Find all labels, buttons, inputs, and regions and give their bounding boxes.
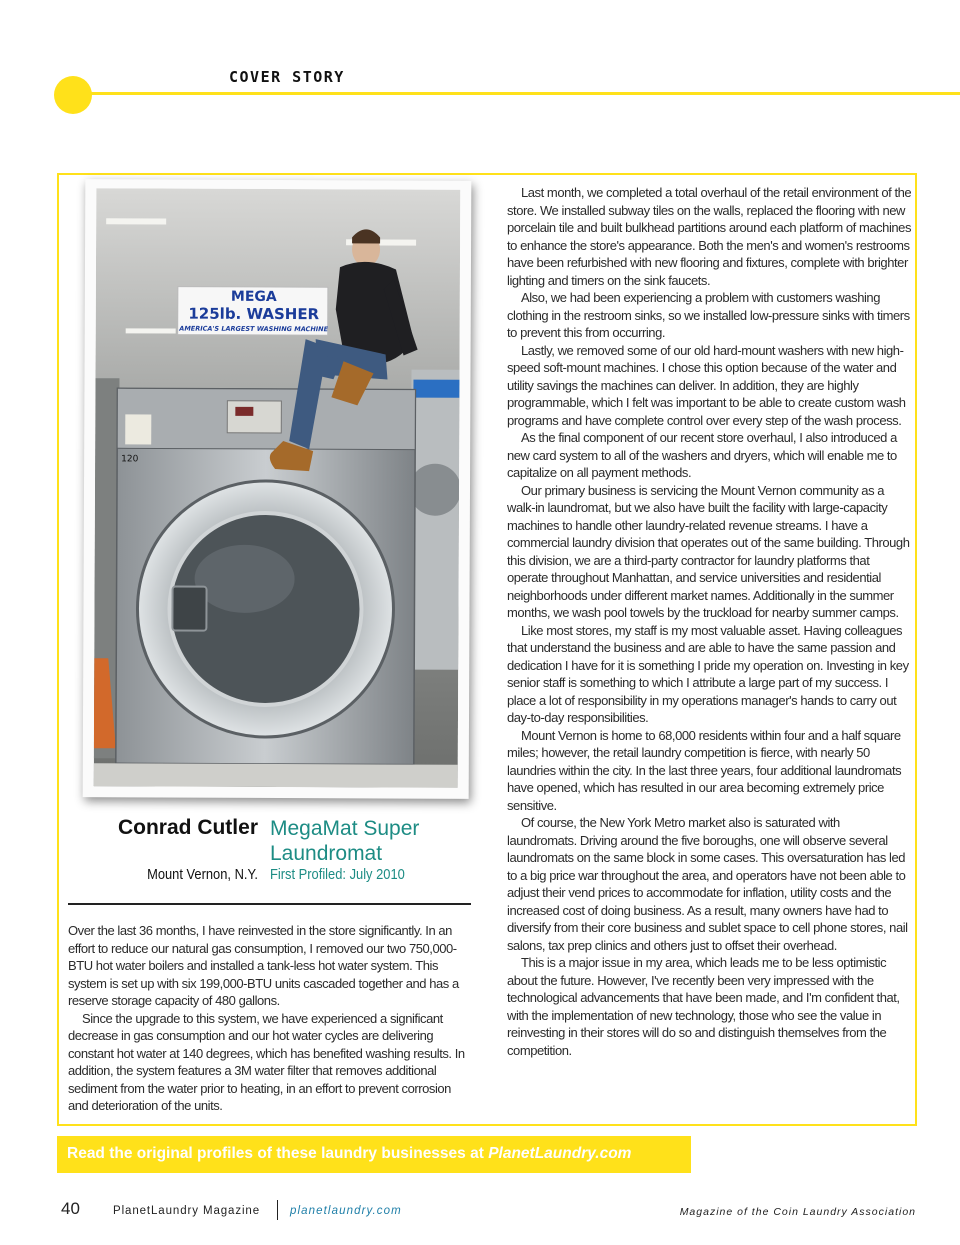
- sign-line-3: AMERICA'S LARGEST WASHING MACHINE: [179, 324, 329, 334]
- background-dryer: [410, 370, 459, 670]
- footer-separator: [277, 1200, 278, 1220]
- profile-photo: [83, 179, 472, 799]
- washer-door-handle: [172, 587, 206, 631]
- association-tagline: Magazine of the Coin Laundry Association: [679, 1206, 916, 1218]
- washer-control-panel: [227, 401, 281, 433]
- ceiling-light: [126, 328, 176, 333]
- article-paragraph: Last month, we completed a total overhaul of the retail environment of the store. We installed subway tiles on the walls, replaced the flooring with new porcelain tile and built bulkhead partitions around each platform of machines to enhance the store's appearance. Both the men's and women's restrooms have been refurbished with new flooring and fixtures, complete with brighter lighting and timers on the sink faucets.: [507, 185, 912, 288]
- section-label: COVER STORY: [229, 68, 345, 86]
- floor-tiles: [94, 763, 458, 788]
- store-signage: [413, 380, 459, 398]
- machine-number-label: 120: [121, 454, 139, 465]
- cta-text[interactable]: [67, 1145, 631, 1163]
- article-right-column: [507, 184, 912, 1059]
- ceiling-light: [106, 218, 166, 224]
- dryer-door: [409, 464, 460, 516]
- header-rule: [88, 92, 960, 95]
- sign-line-1: MEGA: [230, 288, 277, 305]
- article-paragraph: This is a major issue in my area, which leads me to be less optimistic about the future. However, I've recently been very impressed with the technological advancements that have been made, and I'm confident that, with the implementation of new technology, those who see the value in reinvesting in their stores will do so and distinguish themselves from the competition.: [507, 955, 900, 1058]
- person-name: Conrad Cutler: [117, 816, 258, 839]
- article-paragraph: Mount Vernon is home to 68,000 residents within four and a half square miles; however, the retail laundry competition is fierce, with nearly 50 laundries within the city. In the last three years, four additional laundromats have opened, which has resulted in our area becoming extremely price sensitive.: [507, 727, 902, 813]
- article-paragraph: Of course, the New York Metro market also is saturated with laundromats. Driving around the five boroughs, one will observe several laundromats on the same block in some cases. This oversaturation has led to a big price war throughout the area, and operators have not been able to adjust their vend prices to accommodate for inflation, utility costs and the increased cost of doing business. As a result, many owners have had to diversify from their core business and sublet space to cell phone stores, nail salons, tax prep clinics and others just to offset their overhead.: [507, 815, 908, 953]
- laundromat-photo-illustration: [94, 188, 461, 788]
- first-profiled: First Profiled: July 2010: [270, 866, 405, 883]
- article-paragraph: Lastly, we removed some of our old hard-mount washers with new high-speed soft-mount machines. I chose this option because of the water and utility savings the machines can deliver. In addition, they are highly programmable, which I felt was important to be able to create custom wash programs and have complete control over every step of the wash process.: [507, 342, 906, 428]
- article-paragraph: Also, we had been experiencing a problem with customers washing clothing in the restroom sinks, so we installed low-pressure sinks with timers to prevent this from occurring.: [507, 290, 910, 340]
- cta-link[interactable]: PlanetLaundry.com: [488, 1145, 632, 1162]
- sign-line-2: 125lb. WASHER: [188, 304, 320, 324]
- page-number: 40: [61, 1199, 80, 1218]
- mega-washer-sign: [178, 287, 329, 336]
- person-location: Mount Vernon, N.Y.: [147, 866, 258, 883]
- giant-washer: [116, 388, 416, 764]
- washer-instructions-label: [125, 414, 151, 444]
- article-paragraph: Like most stores, my staff is my most valuable asset. Having colleagues that understand the business and are able to have the same passion and dedication I have for it is something I pride my operation on. Investing in key senior staff is something to which I attribute a large part of my success. I place a lot of responsibility in my operations manager's hands to carry out day-to-day responsibilities.: [507, 622, 909, 725]
- article-paragraph: Our primary business is servicing the Mount Vernon community as a walk-in laundromat, but we also have built the facility with large-capacity machines to handle other laundry-related revenue streams. I have a commercial laundry division that operates out of the same building. Through this division, we are a third-party contractor for laundry platforms that operate throughout Manhattan, and service universities and residential neighborhoods under different market names. Additionally in the summer months, we wash pool towels by the truckload for nearby summer camps.: [507, 482, 910, 620]
- footer-url-link[interactable]: planetlaundry.com: [290, 1205, 402, 1217]
- header-dot: [54, 76, 92, 114]
- magazine-name: PlanetLaundry Magazine: [113, 1205, 261, 1217]
- article-paragraph: Over the last 36 months, I have reinvested in the store significantly. In an effort to reduce our natural gas consumption, I removed our two 750,000-BTU hot water boilers and installed a tank-less hot water system. This system is set up with six 199,000-BTU units cascaded together and has a reserve storage capacity of 480 gallons.: [68, 923, 459, 1008]
- washer-display: [235, 407, 253, 416]
- article-paragraph: As the final component of our recent store overhaul, I also introduced a new card system to all of the washers and dryers, which will enable me to capitalize on all payment methods.: [507, 430, 897, 480]
- profile-divider: [68, 903, 471, 905]
- article-paragraph: Since the upgrade to this system, we have experienced a significant decrease in gas consumption and our hot water cycles are delivering constant hot water at 140 degrees, which has benefited washing results. In addition, the system features a 3M water filter that removes additional sediment from the water prior to heating, in an effort to prevent corrosion and deterioration of the units.: [68, 1010, 465, 1113]
- cta-banner[interactable]: [57, 1136, 691, 1173]
- cta-lead-text: Read the original profiles of these laundry businesses at: [67, 1145, 489, 1162]
- business-name: MegaMat Super Laundromat: [270, 817, 420, 865]
- article-left-column: [68, 922, 473, 1115]
